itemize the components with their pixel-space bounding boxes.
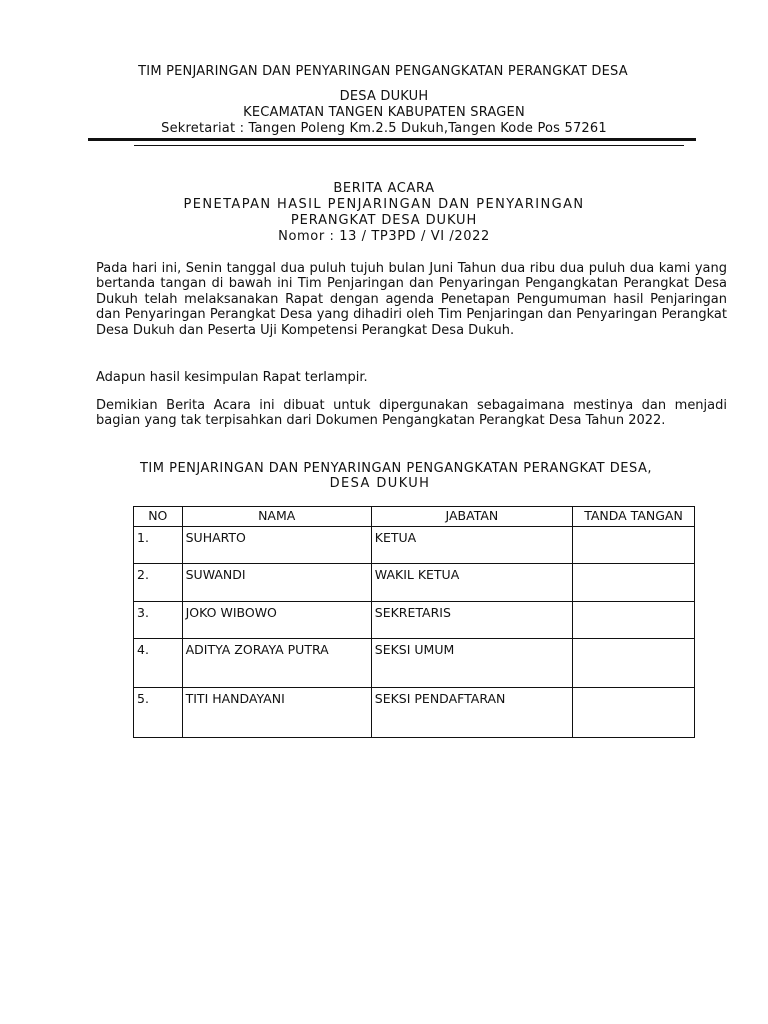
col-header-jabatan: JABATAN (371, 507, 572, 527)
header-line-2: DESA DUKUH (339, 89, 429, 104)
doc-title: BERITA ACARA (333, 181, 435, 196)
row-jabatan: KETUA (371, 527, 572, 564)
body-paragraph-2: Adapun hasil kesimpulan Rapat terlampir. (96, 370, 368, 385)
header-address: Sekretariat : Tangen Poleng Km.2.5 Dukuh,Tangen Kode Pos 57261 (161, 121, 607, 136)
row-no: 5. (134, 688, 183, 738)
col-header-tanda-tangan: TANDA TANGAN (573, 507, 695, 527)
table-row (134, 639, 695, 688)
row-nama: SUWANDI (182, 564, 371, 602)
signatory-table (133, 506, 695, 738)
body-paragraph-3: Demikian Berita Acara ini dibuat untuk dipergunakan sebagaimana mestinya dan menjadi bagian yang tak terpisahkan dari Dokumen Pengangkatan Perangkat Desa Tahun 2022. (96, 398, 727, 429)
signatory-heading-1: TIM PENJARINGAN DAN PENYARINGAN PENGANGKATAN PERANGKAT DESA, (139, 461, 652, 476)
col-header-nama: NAMA (182, 507, 371, 527)
row-signature (573, 639, 695, 688)
table-header-row (134, 507, 695, 527)
row-jabatan: SEKSI PENDAFTARAN (371, 688, 572, 738)
body-paragraph-1: Pada hari ini, Senin tanggal dua puluh tujuh bulan Juni Tahun dua ribu dua puluh dua kami yang bertanda tangan di bawah ini Tim Penjaringan dan Penyaringan Pengangkatan Perangkat Desa Dukuh telah melaksanakan Rapat dengan agenda Penetapan Pengumuman hasil Penjaringan dan Penyaringan Perangkat Desa yang dihadiri oleh Tim Penjaringan dan Penyaringan Perangkat Desa Dukuh dan Peserta Uji Kompetensi Perangkat Desa Dukuh. (96, 261, 727, 338)
signatory-heading-2: DESA DUKUH (329, 476, 431, 491)
row-nama: TITI HANDAYANI (182, 688, 371, 738)
table-row (134, 602, 695, 639)
header-line-1: TIM PENJARINGAN DAN PENYARINGAN PENGANGKATAN PERANGKAT DESA (138, 64, 628, 79)
row-signature (573, 564, 695, 602)
row-nama: JOKO WIBOWO (182, 602, 371, 639)
row-no: 3. (134, 602, 183, 639)
row-no: 2. (134, 564, 183, 602)
row-signature (573, 602, 695, 639)
row-jabatan: SEKRETARIS (371, 602, 572, 639)
header-rule-thin (134, 145, 684, 146)
doc-number: Nomor : 13 / TP3PD / VI /2022 (278, 229, 490, 244)
table-row (134, 564, 695, 602)
row-jabatan: WAKIL KETUA (371, 564, 572, 602)
table-row (134, 527, 695, 564)
table-row (134, 688, 695, 738)
doc-subtitle-1: PENETAPAN HASIL PENJARINGAN DAN PENYARINGAN (183, 197, 585, 212)
row-nama: ADITYA ZORAYA PUTRA (182, 639, 371, 688)
doc-subtitle-2: PERANGKAT DESA DUKUH (290, 213, 478, 228)
header-line-3: KECAMATAN TANGEN KABUPATEN SRAGEN (243, 105, 525, 120)
col-header-no: NO (134, 507, 183, 527)
row-signature (573, 688, 695, 738)
row-nama: SUHARTO (182, 527, 371, 564)
header-rule-thick (88, 138, 696, 141)
row-jabatan: SEKSI UMUM (371, 639, 572, 688)
row-no: 1. (134, 527, 183, 564)
row-signature (573, 527, 695, 564)
row-no: 4. (134, 639, 183, 688)
